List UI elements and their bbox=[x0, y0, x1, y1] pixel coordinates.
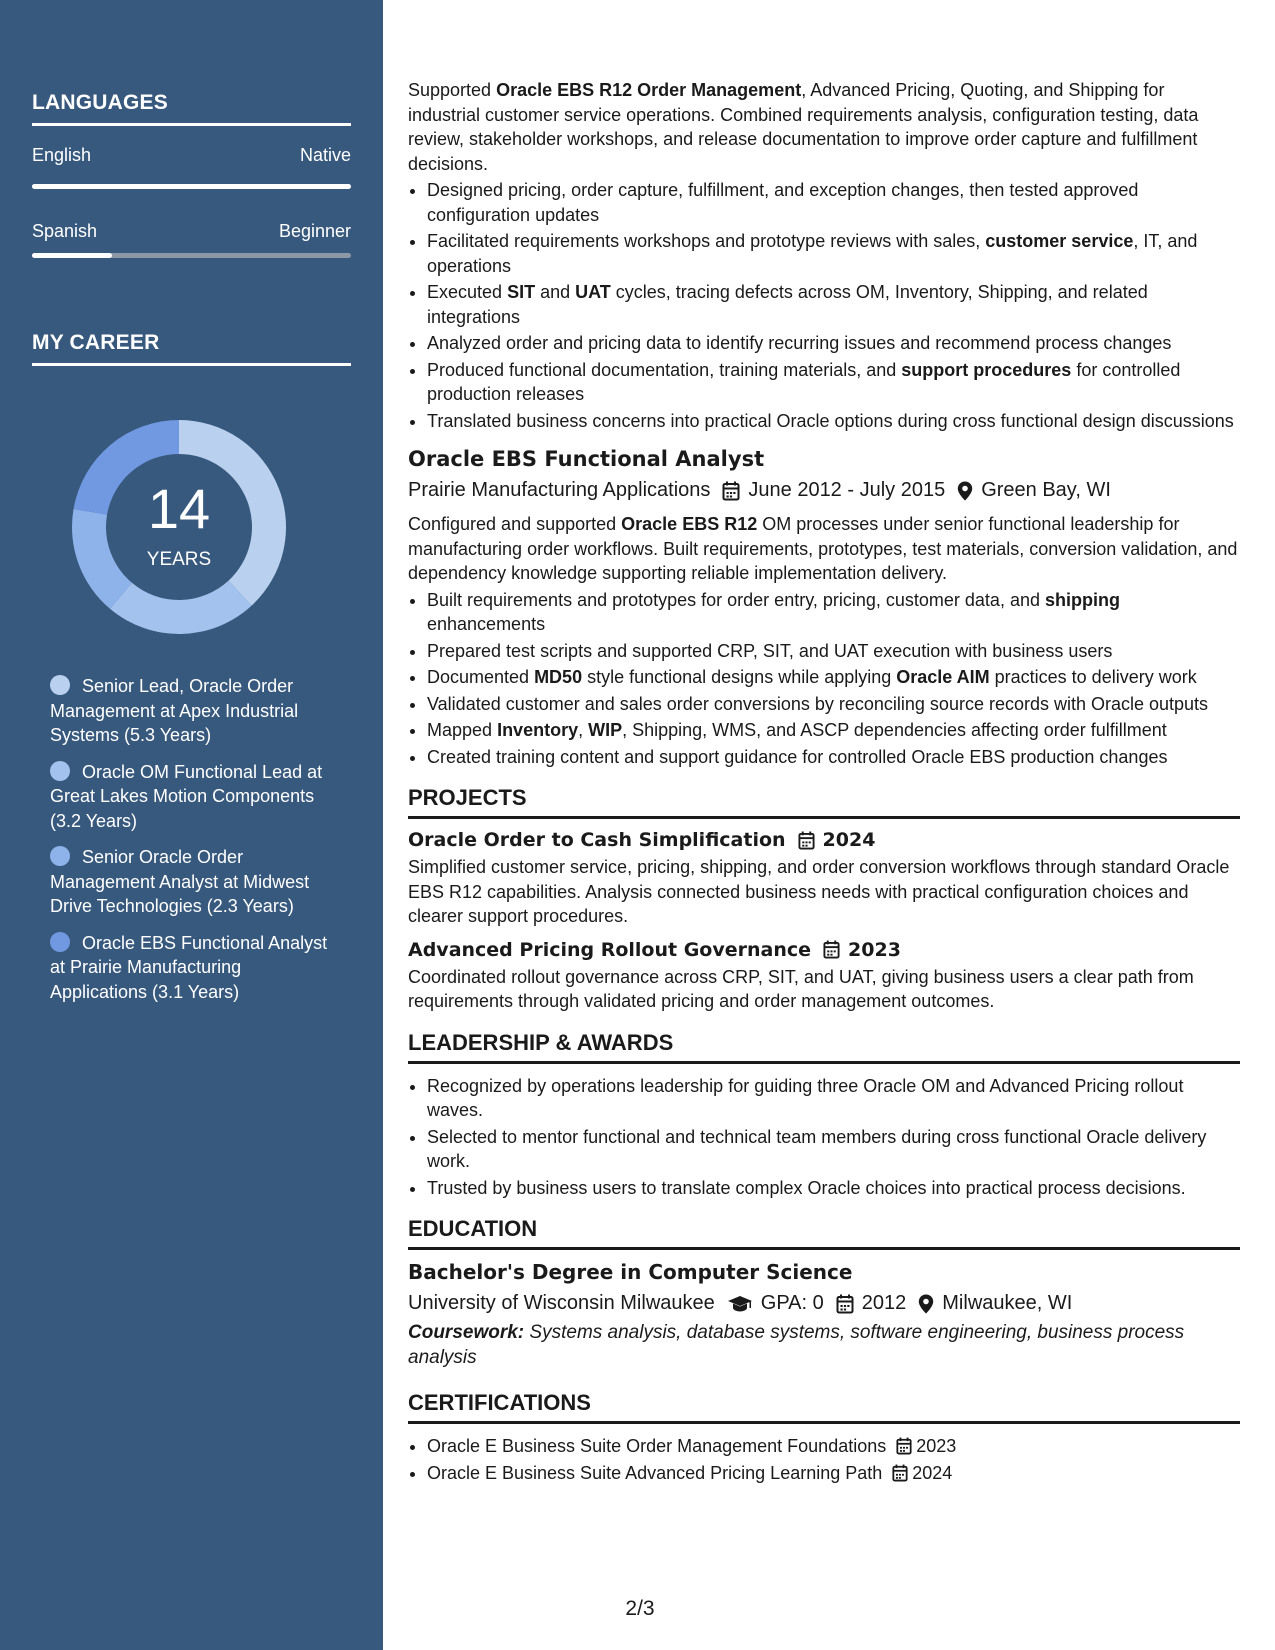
career-total-years: 14 bbox=[147, 477, 211, 540]
sidebar bbox=[0, 0, 383, 1650]
bold-text: customer service bbox=[985, 231, 1134, 251]
page-number: 2/3 bbox=[625, 1597, 655, 1620]
certification-year: 2023 bbox=[916, 1436, 957, 1456]
project-title-row bbox=[408, 829, 1240, 851]
language-bar-fill bbox=[32, 253, 112, 258]
donut-slice bbox=[110, 581, 252, 634]
degree-title: Bachelor's Degree in Computer Science bbox=[408, 1260, 853, 1284]
coursework bbox=[408, 1321, 1240, 1370]
calendar-icon bbox=[892, 1464, 908, 1482]
projects-heading: PROJECTS bbox=[408, 785, 1240, 819]
project-year: 2023 bbox=[848, 938, 901, 961]
job-summary bbox=[408, 78, 1240, 176]
bullet-item bbox=[427, 745, 1240, 770]
leadership-heading: LEADERSHIP & AWARDS bbox=[408, 1030, 1240, 1064]
career-item-text: Senior Lead, Oracle Order Management at Apex Industrial Systems (5.3 Years) bbox=[50, 676, 299, 745]
text-run: Documented bbox=[427, 667, 535, 687]
legend-dot-icon bbox=[50, 675, 70, 695]
certifications-heading: CERTIFICATIONS bbox=[408, 1390, 1240, 1424]
text-run: enhancements bbox=[427, 614, 546, 634]
text-run: , bbox=[578, 720, 589, 740]
project-year: 2024 bbox=[822, 829, 876, 851]
languages-heading: LANGUAGES bbox=[32, 91, 351, 126]
bullet-item bbox=[427, 409, 1240, 434]
career-item-text: Senior Oracle Order Management Analyst at Midwest Drive Technologies (2.3 Years) bbox=[50, 847, 310, 916]
bullet-item bbox=[427, 280, 1240, 329]
bullet-item bbox=[427, 358, 1240, 407]
bold-text: shipping bbox=[1044, 589, 1120, 610]
text-run: for controlled production releases bbox=[427, 359, 1181, 404]
education-heading: EDUCATION bbox=[408, 1216, 1240, 1250]
map-pin-icon bbox=[957, 481, 973, 501]
leadership-item: • Selected to mentor functional and technical team members during cross functional Oracle delivery work. bbox=[427, 1125, 1240, 1174]
legend-dot-icon bbox=[50, 846, 70, 866]
project-title: Oracle Order to Cash Simplification bbox=[408, 829, 786, 851]
project-item bbox=[408, 829, 1240, 929]
text-run: , Advanced Pricing, Quoting, and Shipping for industrial customer service operations. Combined requirements analysis, configuration testing, data review, stakeholder workshops, and release documentation to improve order capture and fulfillment decisions. bbox=[408, 80, 1199, 174]
language-bar-english bbox=[32, 184, 351, 189]
career-item bbox=[50, 931, 340, 1005]
career-donut-chart bbox=[66, 414, 292, 640]
bold-text: WIP bbox=[588, 720, 623, 740]
project-title-row bbox=[408, 939, 1240, 961]
graduation-cap-icon bbox=[727, 1295, 753, 1313]
map-pin-icon bbox=[918, 1294, 934, 1314]
bold-text: MD50 bbox=[534, 667, 583, 687]
leadership-list bbox=[408, 1074, 1240, 1201]
bullet-item bbox=[427, 665, 1240, 690]
coursework-text: Systems analysis, database systems, software engineering, business process analysis bbox=[408, 1322, 1185, 1368]
text-run: OM processes under senior functional leadership for manufacturing order workflows. Built requirements, prototypes, test materials, conversion validation, and dependency knowledge supporting reliable implementation delivery. bbox=[408, 514, 1238, 583]
calendar-icon bbox=[896, 1437, 912, 1455]
bullet-item bbox=[427, 178, 1240, 227]
education-meta bbox=[408, 1292, 1240, 1315]
text-run: and bbox=[535, 282, 576, 302]
text-run: , Shipping, WMS, and ASCP dependencies affecting order fulfillment bbox=[622, 720, 1167, 740]
calendar-icon bbox=[722, 481, 740, 501]
language-name: English bbox=[32, 145, 92, 165]
text-run: Supported bbox=[408, 80, 497, 100]
project-title: Advanced Pricing Rollout Governance bbox=[408, 938, 812, 961]
bold-text: Oracle AIM bbox=[896, 667, 990, 687]
career-item bbox=[50, 760, 340, 834]
bold-text: SIT bbox=[507, 282, 536, 302]
language-row-english bbox=[32, 145, 351, 166]
bullet-item bbox=[427, 229, 1240, 278]
job-title: Oracle EBS Functional Analyst bbox=[408, 447, 765, 471]
text-run: practices to delivery work bbox=[989, 667, 1197, 687]
calendar-icon bbox=[836, 1294, 854, 1314]
text-run: Built requirements and prototypes for order entry, pricing, customer data, and bbox=[427, 589, 1045, 610]
text-run: Configured and supported bbox=[408, 514, 622, 534]
job-bullets bbox=[408, 178, 1240, 433]
bold-text: UAT bbox=[575, 282, 611, 302]
project-description: Simplified customer service, pricing, shipping, and order conversion workflows through standard Oracle EBS R12 capabilities. Analysis connected business needs with practical configuration choices and clearer support procedures. bbox=[408, 857, 1230, 926]
text-run: Produced functional documentation, training materials, and bbox=[427, 359, 902, 380]
certification-item bbox=[427, 1434, 1240, 1459]
job-summary bbox=[408, 512, 1240, 586]
project-description: Coordinated rollout governance across CRP, SIT, and UAT, giving business users a clear path from requirements through validated pricing and order management outcomes. bbox=[408, 966, 1194, 1011]
career-heading: MY CAREER bbox=[32, 331, 351, 366]
legend-dot-icon bbox=[50, 761, 70, 781]
language-name: Spanish bbox=[32, 221, 98, 241]
legend-dot-icon bbox=[50, 932, 70, 952]
gpa: GPA: 0 bbox=[760, 1292, 824, 1314]
certification-name: • Oracle E Business Suite Advanced Pricing Learning Path bbox=[427, 1462, 883, 1483]
project-item bbox=[408, 939, 1240, 1014]
language-bar-fill bbox=[32, 184, 351, 189]
certifications-list bbox=[408, 1434, 1240, 1485]
text-run: Validated customer and sales order conversions by reconciling source records with Oracle outputs bbox=[427, 693, 1209, 714]
job-bullets bbox=[408, 588, 1240, 770]
career-item bbox=[50, 674, 340, 748]
school-name: University of Wisconsin Milwaukee bbox=[408, 1292, 715, 1314]
certification-year: 2024 bbox=[912, 1462, 953, 1483]
job-location: Green Bay, WI bbox=[981, 479, 1111, 501]
bold-text: Inventory bbox=[497, 720, 579, 740]
company-name: Prairie Manufacturing Applications bbox=[408, 479, 711, 501]
language-bar-spanish bbox=[32, 253, 351, 258]
text-run: Created training content and support guidance for controlled Oracle EBS production changes bbox=[427, 746, 1168, 767]
job-meta bbox=[408, 479, 1240, 502]
text-run: Facilitated requirements workshops and prototype reviews with sales, bbox=[427, 231, 986, 251]
bold-text: Oracle EBS R12 Order Management bbox=[496, 80, 802, 100]
graduation-year: 2012 bbox=[861, 1292, 907, 1314]
career-years-label: YEARS bbox=[146, 549, 212, 570]
bold-text: support procedures bbox=[901, 359, 1072, 380]
bullet-item bbox=[427, 639, 1240, 664]
text-run: Prepared test scripts and supported CRP, SIT, and UAT execution with business users bbox=[427, 640, 1113, 661]
leadership-item: • Trusted by business users to translate complex Oracle choices into practical process decisions. bbox=[427, 1176, 1240, 1201]
certification-name: • Oracle E Business Suite Order Management Foundations bbox=[427, 1436, 887, 1456]
main-content bbox=[408, 78, 1240, 1487]
career-list bbox=[50, 674, 340, 1016]
text-run: style functional designs while applying bbox=[582, 667, 897, 687]
calendar-icon bbox=[798, 831, 815, 850]
leadership-item: • Recognized by operations leadership for guiding three Oracle OM and Advanced Pricing rollout waves. bbox=[427, 1074, 1240, 1123]
bullet-item bbox=[427, 331, 1240, 356]
career-item-text: Oracle OM Functional Lead at Great Lakes Motion Components (3.2 Years) bbox=[50, 761, 323, 831]
text-run: Executed bbox=[427, 282, 508, 302]
text-run: Mapped bbox=[427, 720, 498, 740]
language-level: Beginner bbox=[278, 221, 351, 241]
text-run: Designed pricing, order capture, fulfillment, and exception changes, then tested approved configuration updates bbox=[427, 180, 1139, 225]
job-dates: June 2012 - July 2015 bbox=[748, 479, 946, 501]
bullet-item bbox=[427, 588, 1240, 637]
bold-text: Oracle EBS R12 bbox=[621, 514, 758, 534]
school-location: Milwaukee, WI bbox=[942, 1292, 1073, 1314]
bullet-item bbox=[427, 692, 1240, 717]
language-level: Native bbox=[299, 145, 351, 165]
language-row-spanish bbox=[32, 221, 351, 242]
certification-item bbox=[427, 1461, 1240, 1486]
calendar-icon bbox=[823, 940, 840, 959]
career-item bbox=[50, 845, 340, 919]
bullet-item bbox=[427, 718, 1240, 743]
text-run: cycles, tracing defects across OM, Inventory, Shipping, and related integrations bbox=[427, 282, 1148, 327]
text-run: Translated business concerns into practical Oracle options during cross functional design discussions bbox=[427, 410, 1234, 431]
coursework-label: Coursework: bbox=[408, 1322, 525, 1343]
text-run: , IT, and operations bbox=[427, 231, 1198, 276]
career-item-text: Oracle EBS Functional Analyst at Prairie Manufacturing Applications (3.1 Years) bbox=[50, 932, 328, 1002]
text-run: Analyzed order and pricing data to identify recurring issues and recommend process changes bbox=[427, 333, 1172, 353]
